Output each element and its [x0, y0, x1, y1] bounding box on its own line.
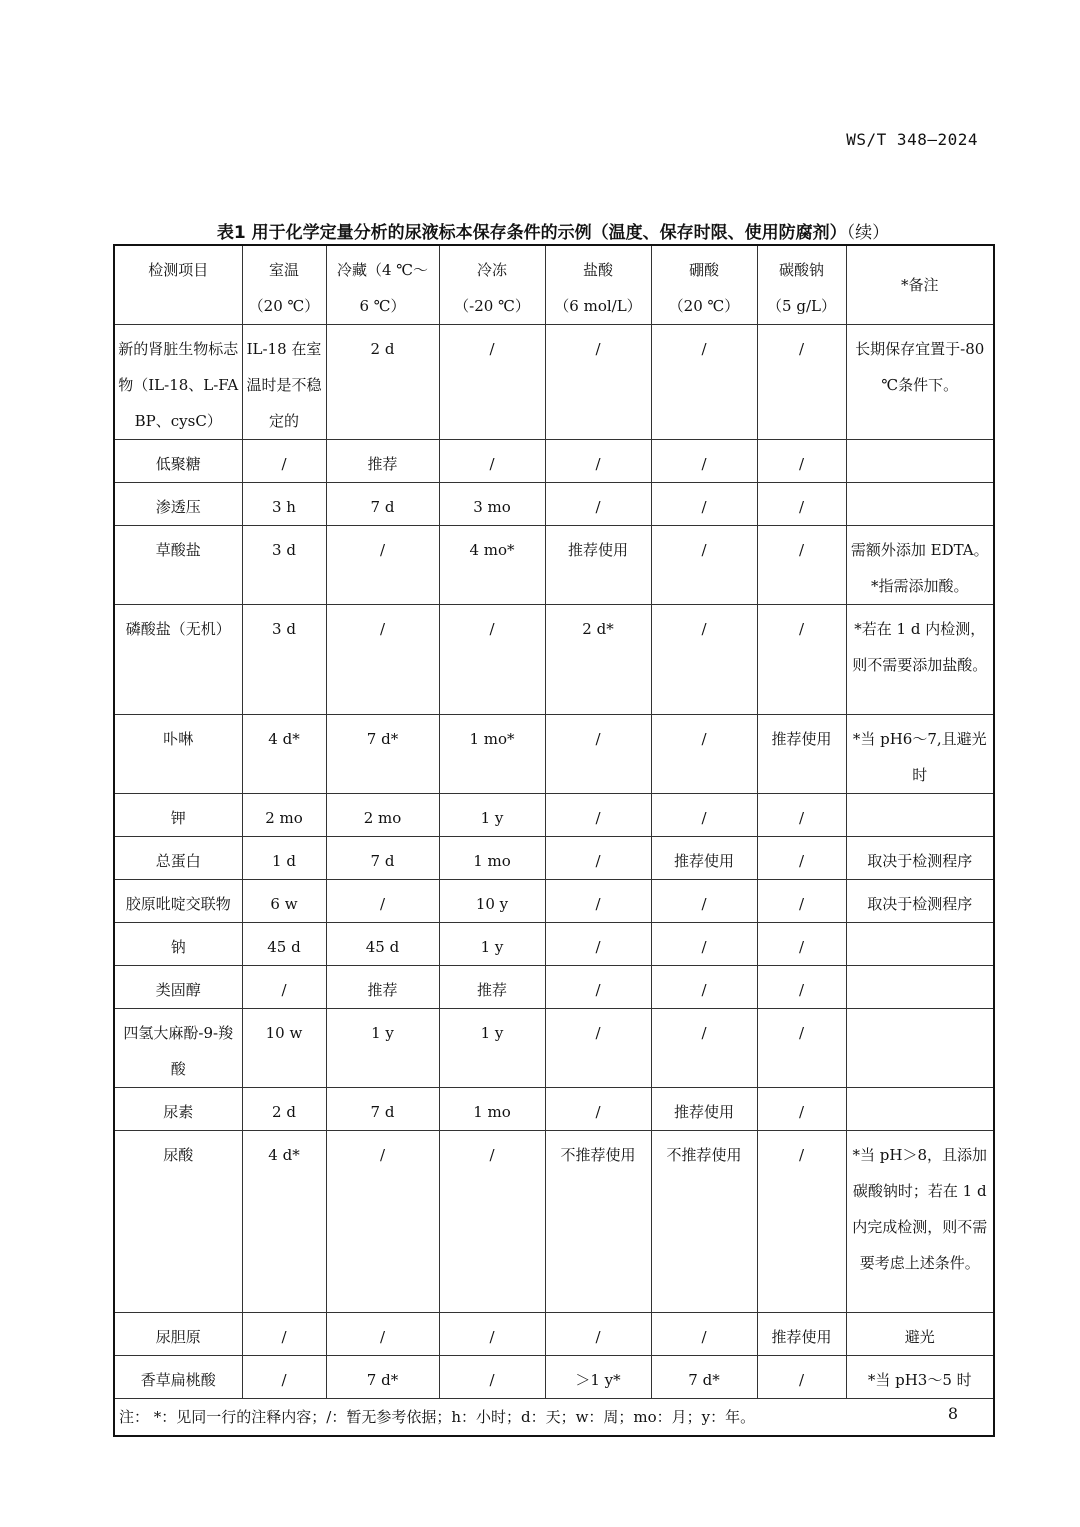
cell-sodium-carbonate: /	[757, 605, 846, 715]
cell-room-temp: 45 d	[242, 923, 326, 966]
cell-hcl: 2 d*	[545, 605, 651, 715]
cell-item: 渗透压	[114, 483, 242, 526]
cell-sodium-carbonate: 推荐使用	[757, 715, 846, 794]
cell-remarks: *当 pH＞8，且添加碳酸钠时；若在 1 d 内完成检测，则不需要考虑上述条件。	[846, 1131, 994, 1313]
table-row	[114, 880, 994, 923]
table-row	[114, 325, 994, 440]
cell-boric-acid: 不推荐使用	[651, 1131, 757, 1313]
cell-boric-acid: /	[651, 483, 757, 526]
table-title-text: 表1 用于化学定量分析的尿液标本保存条件的示例（温度、保存时限、使用防腐剂）	[216, 223, 847, 243]
cell-room-temp: 2 mo	[242, 794, 326, 837]
cell-remarks	[846, 923, 994, 966]
cell-remarks	[846, 440, 994, 483]
cell-hcl: 推荐使用	[545, 526, 651, 605]
cell-frozen: /	[439, 1313, 545, 1356]
cell-item: 钾	[114, 794, 242, 837]
cell-frozen: 1 y	[439, 923, 545, 966]
cell-refrigerated: 7 d*	[326, 715, 439, 794]
table-title-continued: （续）	[846, 223, 890, 243]
cell-frozen: 1 mo*	[439, 715, 545, 794]
cell-boric-acid: 推荐使用	[651, 837, 757, 880]
table-row	[114, 483, 994, 526]
cell-remarks: *当 pH6～7,且避光时	[846, 715, 994, 794]
cell-room-temp: 3 h	[242, 483, 326, 526]
header-cell-item: 检测项目	[114, 245, 242, 325]
cell-hcl: /	[545, 483, 651, 526]
cell-boric-acid: /	[651, 880, 757, 923]
cell-frozen: 1 y	[439, 794, 545, 837]
cell-frozen: /	[439, 605, 545, 715]
cell-room-temp: /	[242, 1356, 326, 1399]
table-title	[113, 218, 993, 243]
cell-boric-acid: /	[651, 966, 757, 1009]
cell-sodium-carbonate: /	[757, 1356, 846, 1399]
cell-refrigerated: /	[326, 1131, 439, 1313]
cell-refrigerated: 7 d	[326, 837, 439, 880]
cell-room-temp: 2 d	[242, 1088, 326, 1131]
cell-sodium-carbonate: /	[757, 526, 846, 605]
cell-frozen: /	[439, 1131, 545, 1313]
cell-sodium-carbonate: /	[757, 1009, 846, 1088]
header-row	[114, 245, 994, 325]
cell-sodium-carbonate: /	[757, 440, 846, 483]
cell-room-temp: IL-18 在室温时是不稳定的	[242, 325, 326, 440]
header-cell-room-temp: 室温 （20 ℃）	[242, 245, 326, 325]
table-row	[114, 1356, 994, 1399]
header-cell-hcl: 盐酸 （6 mol/L）	[545, 245, 651, 325]
cell-refrigerated: 45 d	[326, 923, 439, 966]
cell-boric-acid: /	[651, 1313, 757, 1356]
cell-hcl: /	[545, 966, 651, 1009]
cell-item: 类固醇	[114, 966, 242, 1009]
cell-item: 香草扁桃酸	[114, 1356, 242, 1399]
cell-boric-acid: 7 d*	[651, 1356, 757, 1399]
cell-boric-acid: /	[651, 605, 757, 715]
cell-hcl: /	[545, 440, 651, 483]
cell-remarks: 取决于检测程序	[846, 880, 994, 923]
cell-item: 磷酸盐（无机）	[114, 605, 242, 715]
cell-frozen: 3 mo	[439, 483, 545, 526]
header-cell-boric-acid: 硼酸 （20 ℃）	[651, 245, 757, 325]
cell-remarks	[846, 1088, 994, 1131]
cell-refrigerated: 2 d	[326, 325, 439, 440]
table-row	[114, 966, 994, 1009]
cell-item: 尿酸	[114, 1131, 242, 1313]
cell-item: 新的肾脏生物标志物（IL-18、L-FABP、cysC）	[114, 325, 242, 440]
cell-sodium-carbonate: /	[757, 794, 846, 837]
table-row	[114, 923, 994, 966]
cell-item: 低聚糖	[114, 440, 242, 483]
cell-room-temp: 4 d*	[242, 1131, 326, 1313]
cell-hcl: /	[545, 325, 651, 440]
cell-sodium-carbonate: /	[757, 1131, 846, 1313]
cell-room-temp: /	[242, 1313, 326, 1356]
cell-boric-acid: 推荐使用	[651, 1088, 757, 1131]
cell-item: 胶原吡啶交联物	[114, 880, 242, 923]
table-row	[114, 440, 994, 483]
cell-refrigerated: /	[326, 880, 439, 923]
cell-sodium-carbonate: /	[757, 966, 846, 1009]
cell-hcl: /	[545, 880, 651, 923]
cell-boric-acid: /	[651, 794, 757, 837]
table-row	[114, 1088, 994, 1131]
cell-frozen: 推荐	[439, 966, 545, 1009]
cell-boric-acid: /	[651, 440, 757, 483]
cell-boric-acid: /	[651, 325, 757, 440]
table-row	[114, 1131, 994, 1313]
cell-hcl: /	[545, 1313, 651, 1356]
cell-room-temp: 1 d	[242, 837, 326, 880]
cell-remarks: *若在 1 d 内检测，则不需要添加盐酸。	[846, 605, 994, 715]
cell-refrigerated: 7 d*	[326, 1356, 439, 1399]
cell-remarks: 需额外添加 EDTA。*指需添加酸。	[846, 526, 994, 605]
table-row	[114, 1009, 994, 1088]
cell-room-temp: 10 w	[242, 1009, 326, 1088]
cell-sodium-carbonate: /	[757, 837, 846, 880]
cell-sodium-carbonate: /	[757, 923, 846, 966]
cell-boric-acid: /	[651, 715, 757, 794]
cell-refrigerated: /	[326, 526, 439, 605]
header-cell-frozen: 冷冻 （-20 ℃）	[439, 245, 545, 325]
cell-refrigerated: 推荐	[326, 440, 439, 483]
cell-remarks	[846, 966, 994, 1009]
page-number: 8	[947, 1404, 958, 1423]
cell-remarks: 避光	[846, 1313, 994, 1356]
cell-remarks	[846, 794, 994, 837]
table-row	[114, 1313, 994, 1356]
cell-frozen: 10 y	[439, 880, 545, 923]
cell-item: 钠	[114, 923, 242, 966]
cell-refrigerated: 7 d	[326, 1088, 439, 1131]
cell-boric-acid: /	[651, 923, 757, 966]
cell-sodium-carbonate: 推荐使用	[757, 1313, 846, 1356]
document-code: WS/T 348—2024	[846, 130, 978, 149]
cell-item: 四氢大麻酚-9-羧酸	[114, 1009, 242, 1088]
cell-hcl: /	[545, 1088, 651, 1131]
table-row	[114, 605, 994, 715]
cell-hcl: /	[545, 837, 651, 880]
cell-sodium-carbonate: /	[757, 880, 846, 923]
cell-remarks	[846, 483, 994, 526]
cell-boric-acid: /	[651, 526, 757, 605]
cell-remarks	[846, 1009, 994, 1088]
cell-room-temp: 6 w	[242, 880, 326, 923]
cell-frozen: /	[439, 325, 545, 440]
cell-room-temp: 4 d*	[242, 715, 326, 794]
cell-refrigerated: /	[326, 1313, 439, 1356]
cell-hcl: 不推荐使用	[545, 1131, 651, 1313]
header-cell-remarks: *备注	[846, 245, 994, 325]
cell-item: 尿素	[114, 1088, 242, 1131]
cell-hcl: ＞1 y*	[545, 1356, 651, 1399]
cell-sodium-carbonate: /	[757, 1088, 846, 1131]
header-cell-refrigerated: 冷藏（4 ℃～ 6 ℃）	[326, 245, 439, 325]
cell-frozen: /	[439, 1356, 545, 1399]
table-note: 注： *：见同一行的注释内容；/：暂无参考依据；h：小时；d：天；w：周；mo：月；y：年。	[114, 1399, 994, 1437]
cell-remarks: *当 pH3～5 时	[846, 1356, 994, 1399]
cell-room-temp: 3 d	[242, 605, 326, 715]
cell-frozen: 1 mo	[439, 1088, 545, 1131]
cell-room-temp: 3 d	[242, 526, 326, 605]
table-row	[114, 837, 994, 880]
cell-remarks: 长期保存宜置于-80 ℃条件下。	[846, 325, 994, 440]
header-cell-sodium-carbonate: 碳酸钠 （5 g/L）	[757, 245, 846, 325]
cell-item: 尿胆原	[114, 1313, 242, 1356]
cell-room-temp: /	[242, 966, 326, 1009]
cell-sodium-carbonate: /	[757, 325, 846, 440]
cell-frozen: 4 mo*	[439, 526, 545, 605]
cell-frozen: /	[439, 440, 545, 483]
storage-conditions-table	[113, 244, 995, 1437]
cell-sodium-carbonate: /	[757, 483, 846, 526]
cell-refrigerated: 7 d	[326, 483, 439, 526]
cell-remarks: 取决于检测程序	[846, 837, 994, 880]
table-row	[114, 794, 994, 837]
cell-hcl: /	[545, 923, 651, 966]
cell-item: 卟啉	[114, 715, 242, 794]
cell-hcl: /	[545, 1009, 651, 1088]
cell-hcl: /	[545, 715, 651, 794]
cell-item: 总蛋白	[114, 837, 242, 880]
cell-item: 草酸盐	[114, 526, 242, 605]
table-row	[114, 715, 994, 794]
table-note-row	[114, 1399, 994, 1437]
cell-refrigerated: /	[326, 605, 439, 715]
cell-room-temp: /	[242, 440, 326, 483]
cell-boric-acid: /	[651, 1009, 757, 1088]
cell-refrigerated: 1 y	[326, 1009, 439, 1088]
cell-refrigerated: 2 mo	[326, 794, 439, 837]
table-row	[114, 526, 994, 605]
cell-frozen: 1 y	[439, 1009, 545, 1088]
cell-hcl: /	[545, 794, 651, 837]
cell-refrigerated: 推荐	[326, 966, 439, 1009]
cell-frozen: 1 mo	[439, 837, 545, 880]
